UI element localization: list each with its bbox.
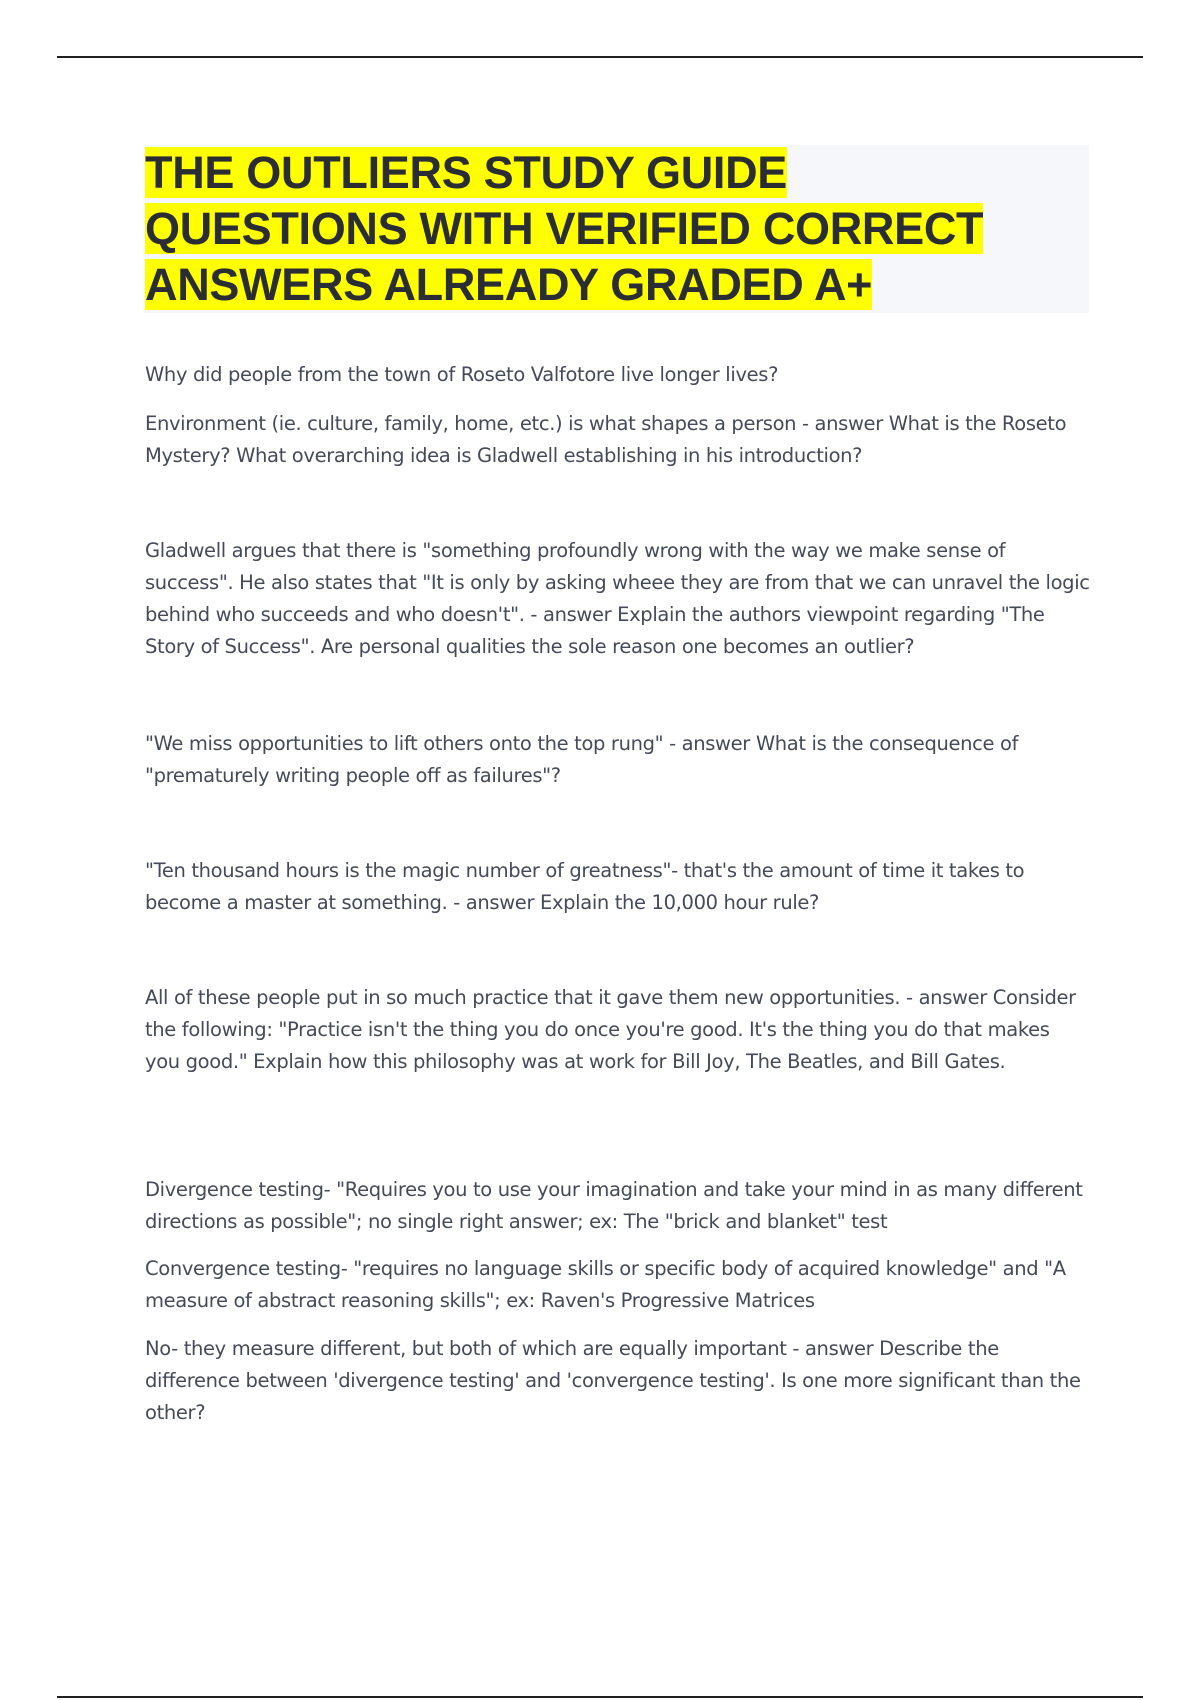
- paragraph-practice: All of these people put in so much practice that it gave them new opportunities. - answer Consider the following: "Practice isn't the thing you do once you're good. It's the thing you do that makes you good." Explain how this philosophy was at work for Bill Joy, The Beatles, and Bill Gates.: [145, 986, 1076, 1073]
- paragraph-divergence-testing: Divergence testing- "Requires you to use your imagination and take your mind in as many different directions as possible"; no single right answer; ex: The "brick and blanket" test: [145, 1178, 1083, 1233]
- paragraph-ten-thousand-hours: "Ten thousand hours is the magic number of greatness"- that's the amount of time it takes to become a master at something. - answer Explain the 10,000 hour rule?: [145, 859, 1025, 914]
- paragraph-divergence-vs-convergence: No- they measure different, but both of which are equally important - answer Describe the difference between 'divergence testing' and 'convergence testing'. Is one more significant than the other?: [145, 1337, 1081, 1424]
- document-title: [145, 145, 1089, 313]
- paragraph-roseto-mystery: Environment (ie. culture, family, home, etc.) is what shapes a person - answer What is the Roseto Mystery? What overarching idea is Gladwell establishing in his introduction?: [145, 412, 1067, 467]
- title-line-2: QUESTIONS WITH VERIFIED CORRECT: [145, 203, 984, 254]
- title-line-3: ANSWERS ALREADY GRADED A+: [145, 259, 873, 310]
- paragraph-question-roseto: Why did people from the town of Roseto Valfotore live longer lives?: [145, 363, 779, 386]
- paragraph-story-of-success: Gladwell argues that there is "something profoundly wrong with the way we make sense of success". He also states that "It is only by asking wheee they are from that we can unravel the logic behind who succeeds and who doesn't". - answer Explain the authors viewpoint regarding "The Story of Success". Are personal qualities the sole reason one becomes an outlier?: [145, 539, 1090, 658]
- top-rule: [57, 56, 1143, 58]
- bottom-rule: [57, 1696, 1143, 1698]
- title-block: [145, 145, 1089, 313]
- paragraph-convergence-testing: Convergence testing- "requires no language skills or specific body of acquired knowledge" and "A measure of abstract reasoning skills"; ex: Raven's Progressive Matrices: [145, 1257, 1066, 1312]
- title-line-1: THE OUTLIERS STUDY GUIDE: [145, 147, 788, 198]
- paragraph-missed-opportunities: "We miss opportunities to lift others onto the top rung" - answer What is the consequence of "prematurely writing people off as failures"?: [145, 732, 1019, 787]
